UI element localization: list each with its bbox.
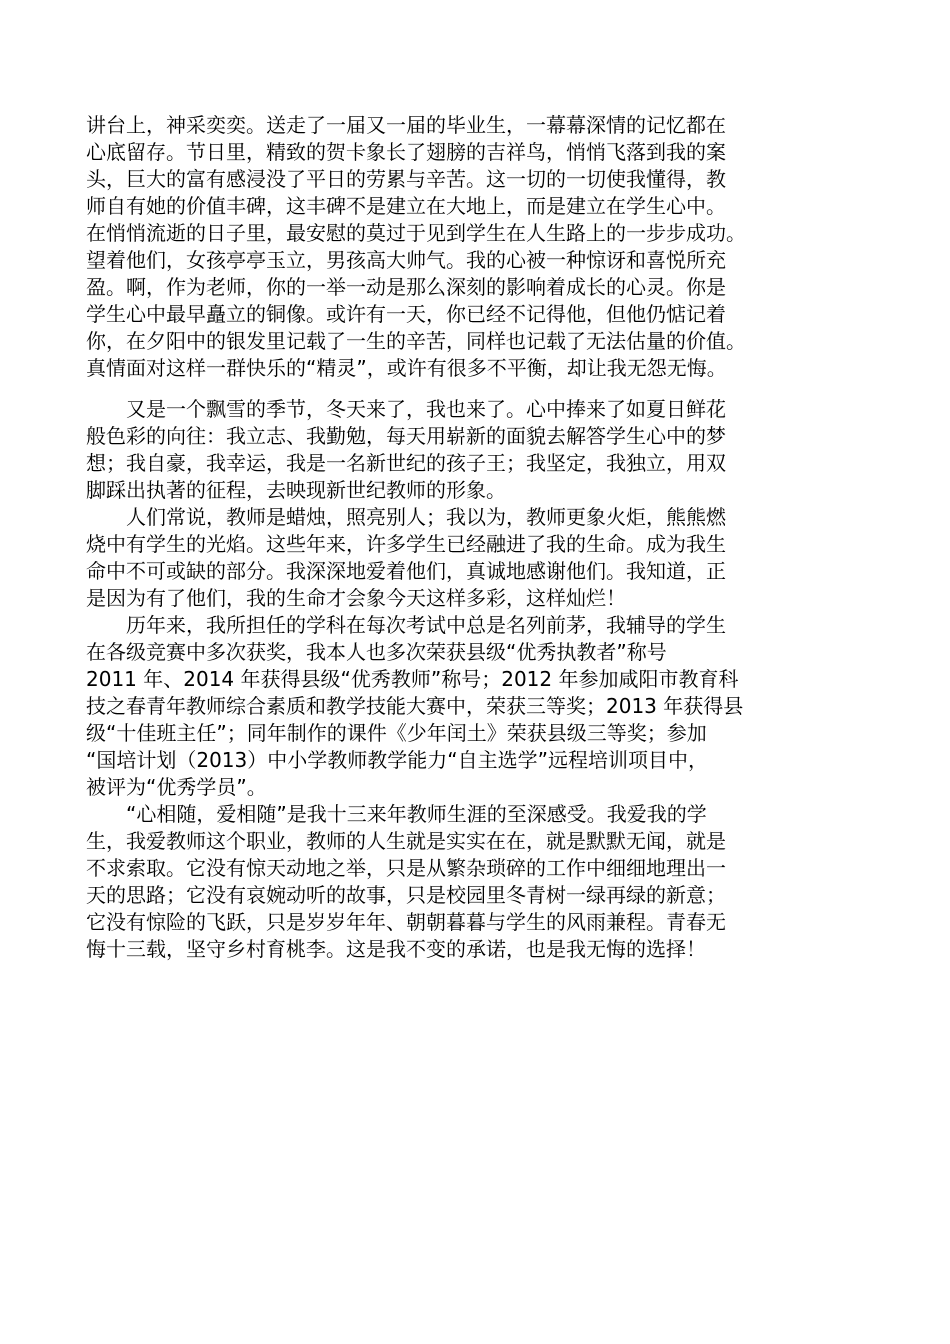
paragraph-gap bbox=[86, 382, 882, 396]
text-line: “国培计划（2013）中小学教师教学能力“自主选学”远程培训项目中， bbox=[86, 748, 708, 772]
text-line: 它没有惊险的飞跃，只是岁岁年年、朝朝暮暮与学生的风雨兼程。青春无 bbox=[86, 910, 726, 934]
text-line: 天的思路；它没有哀婉动听的故事，只是校园里冬青树一绿再绿的新意； bbox=[86, 883, 726, 907]
text-line: 悔十三载，坚守乡村育桃李。这是我不变的承诺，也是我无悔的选择！ bbox=[86, 937, 706, 961]
text-line: 在悄悄流逝的日子里，最安慰的莫过于见到学生在人生路上的一步步成功。 bbox=[86, 221, 746, 245]
text-line: 技之春青年教师综合素质和教学技能大赛中，荣获三等奖；2013 年获得县 bbox=[86, 694, 744, 718]
text-line: 命中不可或缺的部分。我深深地爱着他们，真诚地感谢他们。我知道，正 bbox=[86, 559, 726, 583]
text-line: 级“十佳班主任”；同年制作的课件《少年闰土》荣获县级三等奖；参加 bbox=[86, 721, 707, 745]
text-line: 头，巨大的富有感浸没了平日的劳累与辛苦。这一切的一切使我懂得，教 bbox=[86, 167, 726, 191]
document-body bbox=[86, 112, 882, 963]
text-line: 人们常说，教师是蜡烛，照亮别人；我以为，教师更象火炬，熊熊燃 bbox=[86, 505, 726, 529]
text-line: 望着他们，女孩亭亭玉立，男孩高大帅气。我的心被一种惊讶和喜悦所充 bbox=[86, 248, 726, 272]
text-line: 历年来，我所担任的学科在每次考试中总是名列前茅，我辅导的学生 bbox=[86, 613, 726, 637]
text-line: 生，我爱教师这个职业，教师的人生就是实实在在，就是默默无闻，就是 bbox=[86, 829, 726, 853]
text-line: 在各级竞赛中多次获奖，我本人也多次荣获县级“优秀执教者”称号 bbox=[86, 640, 667, 664]
text-line: 般色彩的向往：我立志、我勤勉，每天用崭新的面貌去解答学生心中的梦 bbox=[86, 424, 726, 448]
text-line: 讲台上，神采奕奕。送走了一届又一届的毕业生，一幕幕深情的记忆都在 bbox=[86, 113, 726, 137]
text-line: 烧中有学生的光焰。这些年来，许多学生已经融进了我的生命。成为我生 bbox=[86, 532, 726, 556]
text-line: 2011 年、2014 年获得县级“优秀教师”称号；2012 年参加咸阳市教育科 bbox=[86, 667, 739, 691]
text-line: 学生心中最早矗立的铜像。或许有一天，你已经不记得他，但他仍惦记着 bbox=[86, 302, 726, 326]
text-line: 又是一个飘雪的季节，冬天来了，我也来了。心中捧来了如夏日鲜花 bbox=[86, 397, 726, 421]
text-line: 心底留存。节日里，精致的贺卡象长了翅膀的吉祥鸟，悄悄飞落到我的案 bbox=[86, 140, 726, 164]
text-line: 盈。啊，作为老师，你的一举一动是那么深刻的影响着成长的心灵。你是 bbox=[86, 275, 726, 299]
text-line: 真情面对这样一群快乐的“精灵”，或许有很多不平衡，却让我无怨无悔。 bbox=[86, 356, 727, 380]
text-line: “心相随，爱相随”是我十三来年教师生涯的至深感受。我爱我的学 bbox=[86, 802, 707, 826]
text-line: 脚踩出执著的征程，去映现新世纪教师的形象。 bbox=[86, 478, 506, 502]
text-line: 被评为“优秀学员”。 bbox=[86, 775, 267, 799]
text-line: 你，在夕阳中的银发里记载了一生的辛苦，同样也记载了无法估量的价值。 bbox=[86, 329, 746, 353]
text-line: 不求索取。它没有惊天动地之举，只是从繁杂琐碎的工作中细细地理出一 bbox=[86, 856, 726, 880]
text-line: 是因为有了他们，我的生命才会象今天这样多彩，这样灿烂！ bbox=[86, 586, 626, 610]
text-line: 师自有她的价值丰碑，这丰碑不是建立在大地上，而是建立在学生心中。 bbox=[86, 194, 726, 218]
text-line: 想；我自豪，我幸运，我是一名新世纪的孩子王；我坚定，我独立，用双 bbox=[86, 451, 726, 475]
